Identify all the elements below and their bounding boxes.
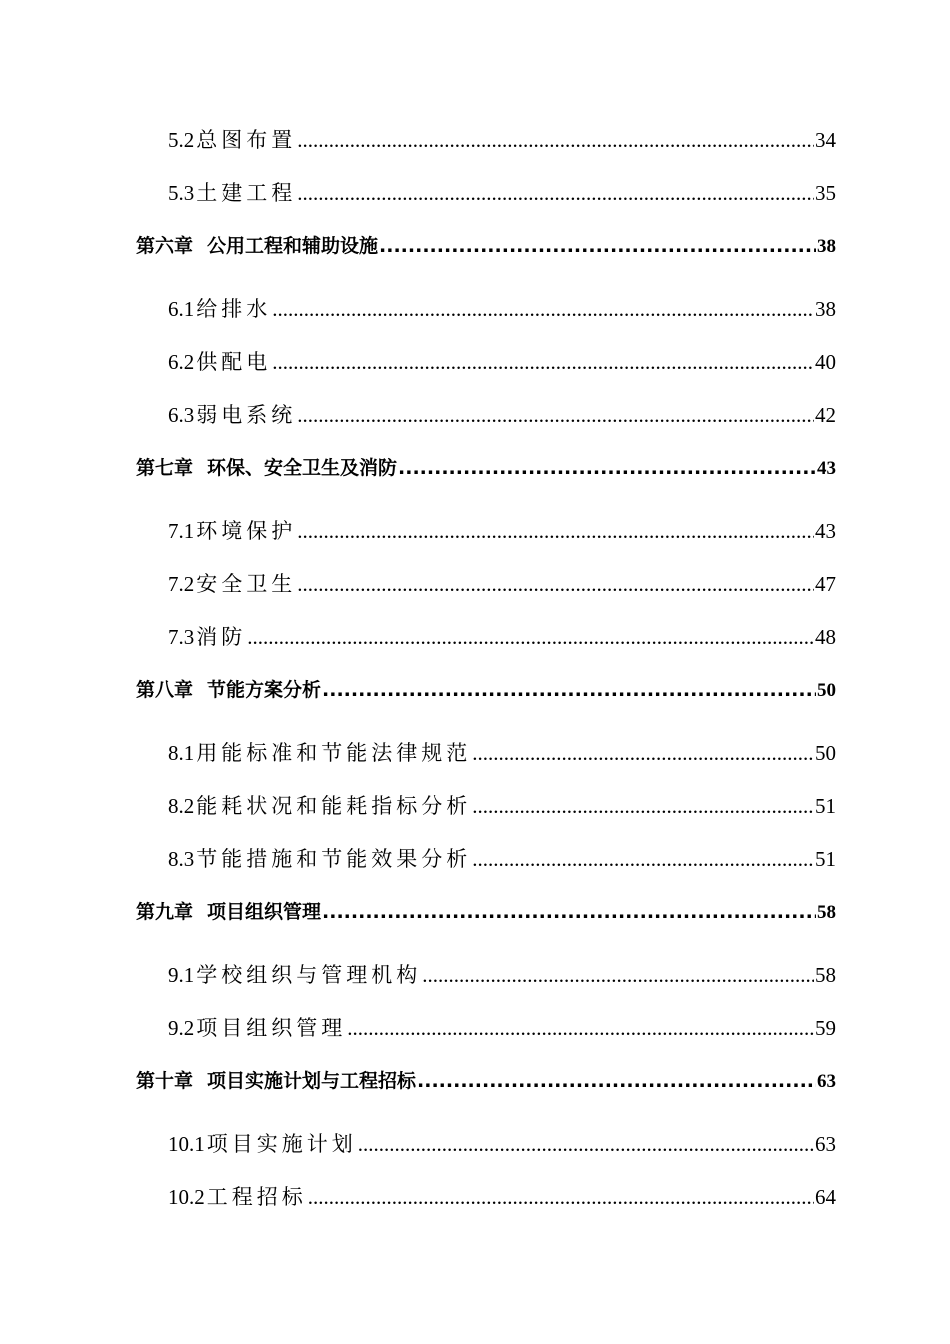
toc-page-number: 51 (815, 847, 836, 871)
toc-number: 9.2 (168, 1016, 195, 1040)
toc-chapter-number: 第十章 (136, 1070, 194, 1092)
toc-page-number: 43 (817, 458, 836, 479)
toc-title: 节能措施和节能效果分析 (196, 847, 472, 871)
toc-number: 9.1 (168, 963, 195, 987)
toc-number: 8.1 (168, 741, 195, 765)
toc-entry-7-3[interactable] (0, 623, 836, 651)
toc-chapter-7[interactable] (0, 454, 836, 483)
toc-page-number: 58 (817, 902, 836, 923)
toc-page-number: 51 (815, 794, 836, 818)
toc-chapter-title: 环保、安全卫生及消防 (207, 457, 398, 479)
toc-number: 8.2 (168, 794, 195, 818)
toc-chapter-9[interactable] (0, 898, 836, 927)
toc-page-number: 63 (817, 1071, 836, 1092)
toc-entry-5-2[interactable] (0, 126, 836, 154)
toc-page-number: 48 (815, 625, 836, 649)
toc-title: 总图布置 (196, 128, 297, 152)
toc-number: 5.3 (168, 181, 195, 205)
toc-entry-7-2[interactable] (0, 570, 836, 598)
toc-leader (297, 517, 814, 545)
toc-title: 弱电系统 (196, 403, 297, 427)
toc-leader (347, 1014, 814, 1042)
toc-title: 项目实施计划 (206, 1132, 357, 1156)
toc-page-number: 50 (817, 680, 836, 701)
toc-title: 供配电 (196, 350, 272, 374)
toc-number: 7.3 (168, 625, 195, 649)
toc-leader (272, 295, 814, 323)
toc-leader (417, 1067, 816, 1095)
toc-title: 安全卫生 (196, 572, 297, 596)
toc-number: 6.1 (168, 297, 195, 321)
toc-entry-6-3[interactable] (0, 401, 836, 429)
toc-leader (297, 570, 814, 598)
toc-page-number: 59 (815, 1016, 836, 1040)
toc-leader (472, 792, 814, 820)
toc-chapter-10[interactable] (0, 1067, 836, 1096)
toc-entry-9-1[interactable] (0, 961, 836, 989)
toc-title: 工程招标 (206, 1185, 307, 1209)
toc-number: 10.2 (168, 1185, 205, 1209)
toc-number: 6.2 (168, 350, 195, 374)
toc-page-number: 50 (815, 741, 836, 765)
toc-leader (297, 126, 814, 154)
toc-entry-7-1[interactable] (0, 517, 836, 545)
toc-entry-5-3[interactable] (0, 179, 836, 207)
toc-entry-10-1[interactable] (0, 1130, 836, 1158)
toc-page-number: 64 (815, 1185, 836, 1209)
toc-chapter-number: 第八章 (136, 679, 194, 701)
toc-leader (379, 232, 816, 260)
toc-chapter-number: 第七章 (136, 457, 194, 479)
toc-number: 8.3 (168, 847, 195, 871)
toc-title: 环境保护 (196, 519, 297, 543)
toc-number: 10.1 (168, 1132, 205, 1156)
toc-page-number: 38 (817, 236, 836, 257)
toc-page-number: 42 (815, 403, 836, 427)
toc-number: 5.2 (168, 128, 195, 152)
toc-leader (247, 623, 814, 651)
toc-page-number: 38 (815, 297, 836, 321)
toc-page-number: 35 (815, 181, 836, 205)
toc-title: 消防 (196, 625, 247, 649)
toc-leader (322, 898, 816, 926)
toc-leader (472, 739, 814, 767)
toc-chapter-title: 公用工程和辅助设施 (207, 235, 379, 257)
toc-entry-8-3[interactable] (0, 845, 836, 873)
toc-entry-6-2[interactable] (0, 348, 836, 376)
toc-number: 6.3 (168, 403, 195, 427)
toc-leader (272, 348, 814, 376)
toc-page-number: 58 (815, 963, 836, 987)
toc-number: 7.1 (168, 519, 195, 543)
toc-leader (308, 1183, 814, 1211)
toc-entry-8-2[interactable] (0, 792, 836, 820)
toc-leader (472, 845, 814, 873)
toc-entry-10-2[interactable] (0, 1183, 836, 1211)
toc-chapter-number: 第六章 (136, 235, 194, 257)
toc-leader (297, 179, 814, 207)
toc-title: 项目组织管理 (196, 1016, 347, 1040)
toc-leader (322, 676, 816, 704)
toc-chapter-8[interactable] (0, 676, 836, 705)
toc-page-number: 63 (815, 1132, 836, 1156)
toc-chapter-6[interactable] (0, 232, 836, 261)
toc-chapter-title: 项目组织管理 (207, 901, 322, 923)
toc-chapter-number: 第九章 (136, 901, 194, 923)
toc-leader (422, 961, 814, 989)
toc-leader (398, 454, 816, 482)
toc-leader (358, 1130, 814, 1158)
toc-page-number: 43 (815, 519, 836, 543)
toc-title: 土建工程 (196, 181, 297, 205)
toc-title: 用能标准和节能法律规范 (196, 741, 472, 765)
toc-entry-6-1[interactable] (0, 295, 836, 323)
toc-entry-8-1[interactable] (0, 739, 836, 767)
toc-title: 学校组织与管理机构 (196, 963, 422, 987)
toc-page-number: 34 (815, 128, 836, 152)
toc-page-number: 47 (815, 572, 836, 596)
toc-chapter-title: 项目实施计划与工程招标 (207, 1070, 417, 1092)
toc-title: 给排水 (196, 297, 272, 321)
toc-number: 7.2 (168, 572, 195, 596)
toc-leader (297, 401, 814, 429)
toc-entry-9-2[interactable] (0, 1014, 836, 1042)
toc-page-number: 40 (815, 350, 836, 374)
toc-chapter-title: 节能方案分析 (207, 679, 322, 701)
toc-title: 能耗状况和能耗指标分析 (196, 794, 472, 818)
